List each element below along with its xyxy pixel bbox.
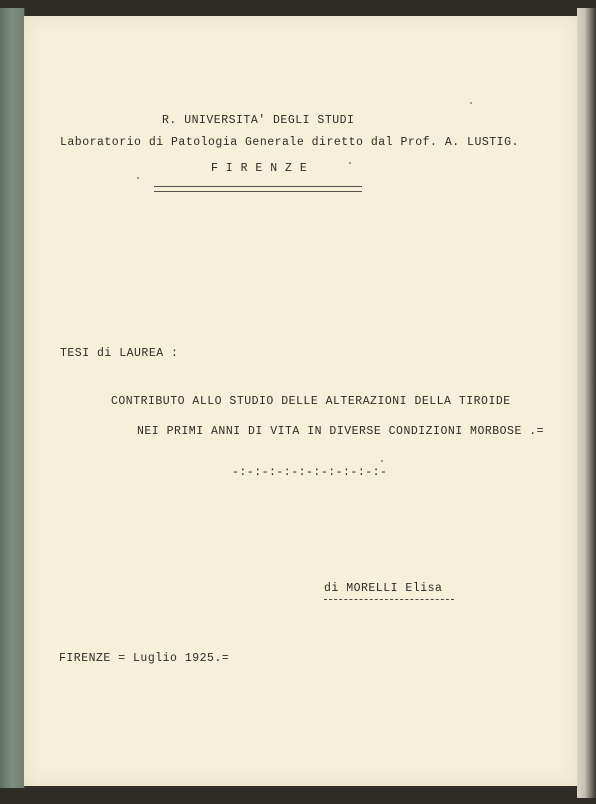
binding-left-edge bbox=[0, 8, 25, 788]
document-page bbox=[24, 16, 577, 786]
author-line: di MORELLI Elisa bbox=[324, 582, 443, 595]
binding-right-edge bbox=[577, 8, 596, 798]
thesis-title-line-2: NEI PRIMI ANNI DI VITA IN DIVERSE CONDIZIONI MORBOSE .= bbox=[137, 425, 545, 438]
paper-speck bbox=[137, 177, 139, 179]
header-double-rule bbox=[154, 186, 362, 192]
thesis-title-line-1: CONTRIBUTO ALLO STUDIO DELLE ALTERAZIONI DELLA TIROIDE bbox=[111, 395, 511, 408]
author-underline bbox=[324, 599, 454, 600]
paper-speck bbox=[381, 460, 383, 462]
city-heading: F I R E N Z E bbox=[211, 162, 308, 175]
university-heading: R. UNIVERSITA' DEGLI STUDI bbox=[162, 114, 355, 127]
laboratory-line: Laboratorio di Patologia Generale diretto dal Prof. A. LUSTIG. bbox=[60, 136, 519, 149]
thesis-label: TESI di LAUREA : bbox=[60, 347, 179, 360]
paper-speck bbox=[470, 102, 472, 104]
place-date-line: FIRENZE = Luglio 1925.= bbox=[59, 652, 230, 665]
title-separator: -:-:-:-:-:-:-:-:-:-:- bbox=[232, 466, 388, 479]
paper-speck bbox=[349, 162, 351, 164]
